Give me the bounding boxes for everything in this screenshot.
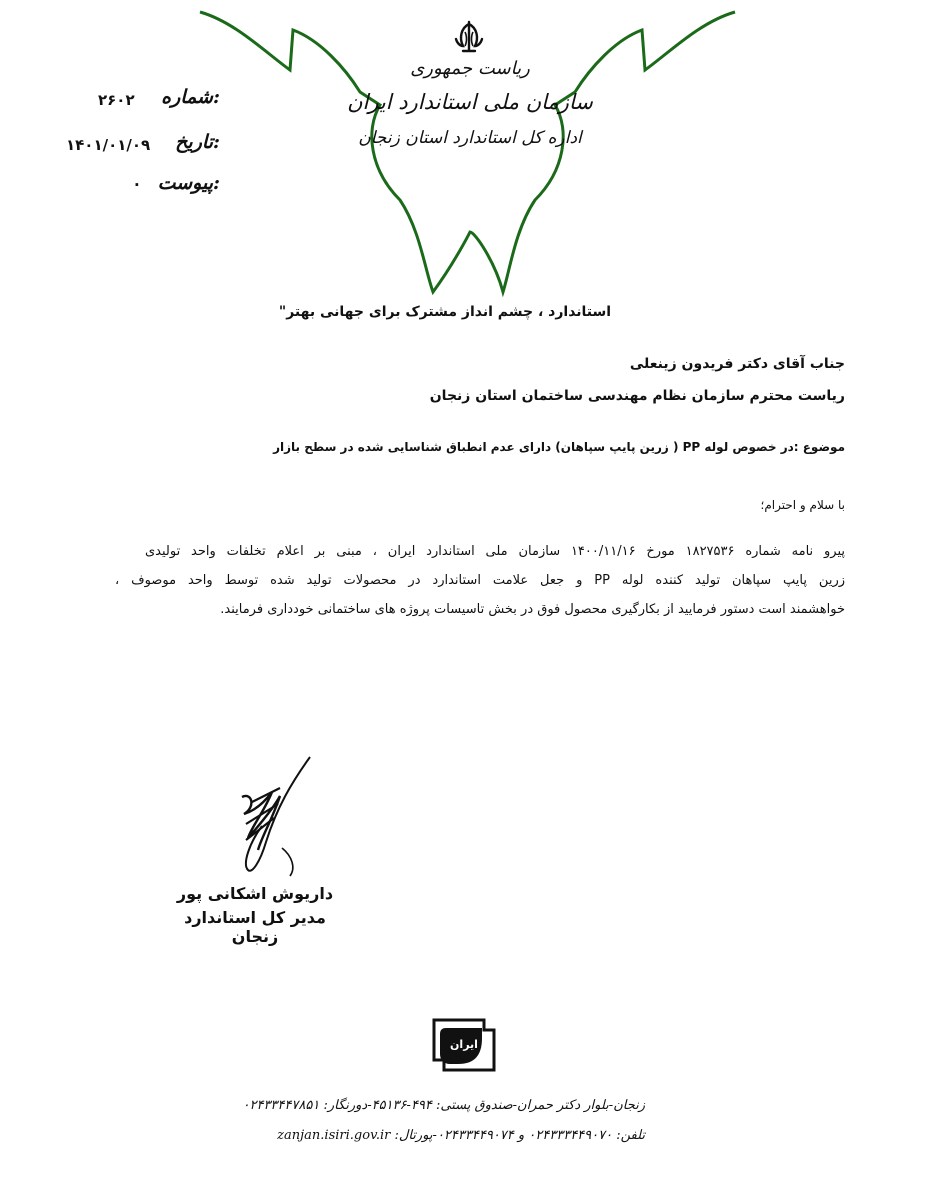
letter-number-value: ۲۶۰۲	[98, 91, 135, 109]
logo-text: ایران	[450, 1038, 478, 1051]
subject-line: موضوع :در خصوص لوله PP ( زرین پایپ سپاهان) دارای عدم انطباق شناسایی شده در سطح بازار	[273, 440, 845, 454]
signatory-name: داریوش اشکانی پور	[176, 884, 334, 903]
signatory-title: مدیر کل استاندارد زنجان	[184, 908, 326, 946]
slogan: استاندارد ، چشم انداز مشترک برای جهانی بهتر"	[278, 304, 612, 320]
iran-emblem-icon	[451, 20, 487, 58]
attachment-label: پیوست:	[157, 172, 220, 194]
footer-address: زنجان-بلوار دکتر حمران-صندوق پستی: ۴۹۴-۴۵۱۳۶-دورنگار: ۰۲۴۳۳۴۴۷۸۵۱	[242, 1098, 645, 1113]
body-line: پیرو نامه شماره ۱۸۲۷۵۳۶ مورخ ۱۴۰۰/۱۱/۱۶ سازمان ملی استاندارد ایران ، مبنی بر اعلام تخلفات واحد تولیدی	[145, 544, 845, 559]
greeting: با سلام و احترام؛	[760, 498, 845, 512]
body-line: خواهشمند است دستور فرمایید از بکارگیری محصول فوق در بخش تاسیسات پروژه های ساختمانی خودداری فرمایند.	[220, 602, 845, 617]
org-line-3: اداره کل استاندارد استان زنجان	[358, 128, 582, 148]
letter-date-label: تاریخ:	[175, 131, 220, 153]
addressee-name: جناب آقای دکتر فریدون زینعلی	[629, 356, 845, 372]
standard-logo	[430, 1016, 498, 1076]
attachment-value: .	[134, 172, 140, 190]
letter-date-value: ۱۴۰۱/۰۱/۰۹	[66, 136, 151, 154]
addressee-position: ریاست محترم سازمان نظام مهندسی ساختمان استان زنجان	[429, 388, 845, 404]
letter-number-label: شماره:	[161, 86, 220, 108]
footer-phone-portal: تلفن: ۰۲۴۳۳۳۴۴۹۰۷۰ و ۰۲۴۳۳۴۴۹۰۷۴-پورتال: zanjan.isiri.gov.ir	[277, 1128, 645, 1143]
org-line-2: سازمان ملی استاندارد ایران	[347, 90, 593, 114]
body-line: زرین پایپ سپاهان تولید کننده لوله PP و جعل علامت استاندارد در محصولات تولید شده توسط واحد موصوف ،	[115, 573, 845, 588]
handwritten-signature	[222, 752, 322, 882]
org-line-1: ریاست جمهوری	[410, 58, 530, 79]
